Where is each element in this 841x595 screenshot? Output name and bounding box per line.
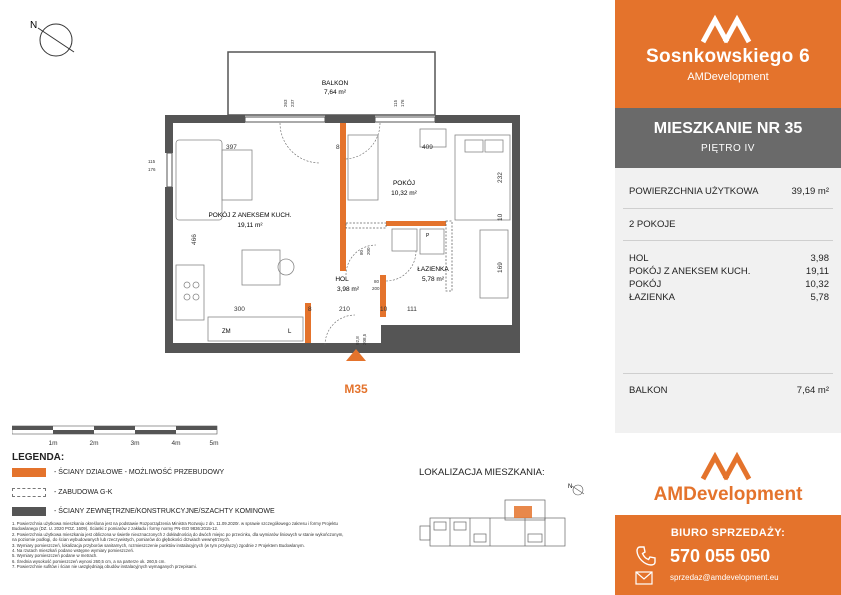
compass-label: N bbox=[30, 20, 38, 31]
sales-email[interactable]: sprzedaz@amdevelopment.eu bbox=[670, 573, 779, 582]
room-row-living bbox=[629, 266, 829, 277]
location-unit-highlight bbox=[514, 506, 532, 518]
rooms-count: 2 POKOJE bbox=[629, 219, 676, 230]
usable-area-value: 39,19 m² bbox=[791, 186, 829, 197]
svg-text:10: 10 bbox=[497, 213, 504, 221]
balcony-name: BALKON bbox=[321, 80, 349, 87]
svg-text:200: 200 bbox=[366, 247, 371, 255]
mail-icon bbox=[635, 571, 653, 585]
scale-label: 5m bbox=[209, 440, 219, 447]
fixture-p: P bbox=[426, 233, 430, 239]
scale-label: 2m bbox=[89, 440, 99, 447]
usable-area-row bbox=[629, 186, 829, 197]
brand-name: AMDevelopment bbox=[653, 484, 803, 505]
divider bbox=[623, 240, 833, 241]
svg-text:300: 300 bbox=[234, 306, 245, 313]
svg-text:466: 466 bbox=[191, 234, 198, 245]
svg-text:232: 232 bbox=[497, 172, 504, 183]
room-row-hall bbox=[629, 253, 829, 264]
footnote: 1. Powierzchnia użytkowa mieszkania określona jest na podstawie Rozporządzenia Ministra Rozwoju z dn. 11.09.2020r. w sprawie szczegółowego zakresu i formy Projektu bbox=[12, 521, 338, 526]
room-row-area: 3,98 bbox=[810, 253, 829, 264]
usable-area-label: POWIERZCHNIA UŻYTKOWA bbox=[629, 186, 759, 197]
developer-name: AMDevelopment bbox=[687, 71, 769, 83]
legend-item-partition bbox=[12, 465, 224, 479]
footnote: 2. Powierzchnia użytkowa mieszkania jest obliczona w świetle nieoznaczonych z dokładnością do dwóch miejsc po przecinku, dla wymiarów liniowych w stanie wykończonym, bbox=[12, 531, 344, 537]
room-name: POKÓJ bbox=[392, 180, 416, 187]
svg-text:8: 8 bbox=[336, 144, 340, 151]
footnote: 7. Powierzchnie sufitów i ścian nie uwzględniają obudów instalacyjnych wymaganych przepisami. bbox=[12, 564, 197, 570]
fixture-zm: ZM bbox=[222, 329, 231, 335]
opening-dimensions bbox=[148, 99, 405, 345]
legend-item-drywall bbox=[12, 485, 112, 499]
svg-text:80: 80 bbox=[359, 249, 364, 255]
bath-name: ŁAZIENKA bbox=[417, 266, 449, 273]
footnotes bbox=[12, 521, 384, 570]
living-room-area: 19,11 m² bbox=[237, 222, 263, 229]
svg-text:115: 115 bbox=[148, 159, 156, 164]
sales-office bbox=[615, 515, 841, 595]
balcony-label: BALKON bbox=[629, 385, 668, 396]
legend-swatch bbox=[12, 468, 46, 477]
info-panel bbox=[615, 0, 841, 595]
divider bbox=[623, 373, 833, 374]
room-row-name: ŁAZIENKA bbox=[629, 292, 675, 303]
flat-floor: PIĘTRO IV bbox=[701, 143, 755, 154]
room-row-room bbox=[629, 279, 829, 290]
sales-title: BIURO SPRZEDAŻY: bbox=[670, 527, 786, 539]
fixture-l: L bbox=[288, 329, 292, 335]
partition-walls bbox=[305, 123, 446, 343]
scale-label: 3m bbox=[130, 440, 140, 447]
area-summary bbox=[615, 168, 841, 433]
am-logo-icon bbox=[700, 451, 756, 481]
svg-text:115: 115 bbox=[393, 99, 398, 107]
scale-label: 4m bbox=[171, 440, 181, 447]
balcony-value: 7,64 m² bbox=[796, 385, 829, 396]
svg-text:210: 210 bbox=[339, 306, 350, 313]
svg-text:397: 397 bbox=[226, 144, 237, 151]
room-row-area: 5,78 bbox=[810, 292, 829, 303]
location-north-label: N bbox=[568, 484, 573, 490]
svg-text:111: 111 bbox=[407, 306, 417, 313]
svg-text:237: 237 bbox=[290, 99, 295, 107]
svg-text:176: 176 bbox=[148, 167, 156, 172]
developer-brand bbox=[615, 433, 841, 515]
svg-text:409: 409 bbox=[422, 144, 433, 151]
footnote: na poziomie podłogi, do ścian wybudowanych lub rzeczywistych, pomiarów do głębokości drzwiach wewnętrznych. bbox=[12, 537, 231, 543]
svg-text:92,8: 92,8 bbox=[355, 336, 360, 345]
rooms-count-row bbox=[629, 219, 829, 230]
scale-label: 1m bbox=[48, 440, 58, 447]
bath-area: 5,78 m² bbox=[421, 276, 445, 283]
legend-swatch bbox=[12, 507, 46, 516]
footnote: 3. Wymiary pomieszczeń, lokalizacja przyborów sanitarnych, rozmieszczenie punktów instalacyjnych (w tym przyłączy) zgodnie z Projektem Budowlanym. bbox=[12, 542, 305, 548]
investment-name: Sosnkowskiego 6 bbox=[646, 46, 810, 67]
svg-text:208,5: 208,5 bbox=[362, 333, 367, 345]
living-room-name: POKÓJ Z ANEKSEM KUCH. bbox=[208, 212, 292, 219]
footnote: 5. Wymiary pomieszczeń podane w metrach. bbox=[12, 553, 98, 559]
balcony-area: 7,64 m² bbox=[323, 89, 347, 96]
room-row-area: 10,32 bbox=[805, 279, 829, 290]
room-row-bath bbox=[629, 292, 829, 303]
phone-icon bbox=[635, 545, 657, 567]
svg-text:263: 263 bbox=[283, 99, 288, 107]
location-key-plan bbox=[410, 478, 610, 588]
investment-header bbox=[615, 0, 841, 108]
scale-bar bbox=[12, 425, 222, 451]
legend-swatch bbox=[12, 488, 46, 497]
legend-text: - ŚCIANY ZEWNĘTRZNE/KONSTRUKCYJNE/SZACHTY KOMINOWE bbox=[54, 507, 275, 515]
footnote: 6. Średnia wysokość pomieszczeń wynosi 260,5 cm, a na parterze ok. 260,5 cm. bbox=[12, 558, 166, 564]
legend-text: - ZABUDOWA G-K bbox=[54, 488, 113, 496]
legend-item-exterior bbox=[12, 504, 275, 518]
flat-header bbox=[615, 108, 841, 168]
room-row-area: 19,11 bbox=[805, 266, 829, 277]
room-row-name: POKÓJ bbox=[629, 279, 662, 290]
svg-text:200: 200 bbox=[372, 286, 380, 291]
room-area: 10,32 m² bbox=[391, 190, 417, 197]
sales-phone[interactable]: 570 055 050 bbox=[670, 546, 771, 566]
flat-number: MIESZKANIE NR 35 bbox=[653, 120, 803, 137]
svg-text:8: 8 bbox=[308, 306, 312, 313]
svg-text:10: 10 bbox=[380, 306, 388, 313]
room-row-name: HOL bbox=[629, 253, 649, 264]
floor-plan bbox=[130, 45, 530, 405]
hall-name: HOL bbox=[335, 276, 349, 283]
room-row-name: POKÓJ Z ANEKSEM KUCH. bbox=[629, 266, 751, 277]
divider bbox=[623, 208, 833, 209]
hall-area: 3,98 m² bbox=[336, 286, 360, 293]
legend-text: - ŚCIANY DZIAŁOWE - MOŻLIWOŚĆ PRZEBUDOWY bbox=[54, 468, 225, 476]
svg-text:169: 169 bbox=[497, 262, 504, 273]
svg-text:176: 176 bbox=[400, 99, 405, 107]
unit-label: M35 bbox=[344, 382, 368, 396]
footnote: 4. Na rzutach mieszkań podano wstępne wymiary pomieszczeń. bbox=[12, 548, 135, 554]
location-title: LOKALIZACJA MIESZKANIA: bbox=[419, 467, 545, 478]
balcony-row bbox=[629, 385, 829, 396]
am-logo-icon bbox=[701, 14, 755, 44]
legend-title: LEGENDA: bbox=[12, 452, 65, 463]
footnote: Budowlanego (DZ. U. 2020 POZ. 1609). Ścianki z pomiarów z zakładu i formy normy PN-ISO 9836:2015-12. bbox=[12, 526, 219, 532]
svg-text:80: 80 bbox=[374, 279, 380, 284]
north-compass-icon bbox=[30, 18, 78, 58]
